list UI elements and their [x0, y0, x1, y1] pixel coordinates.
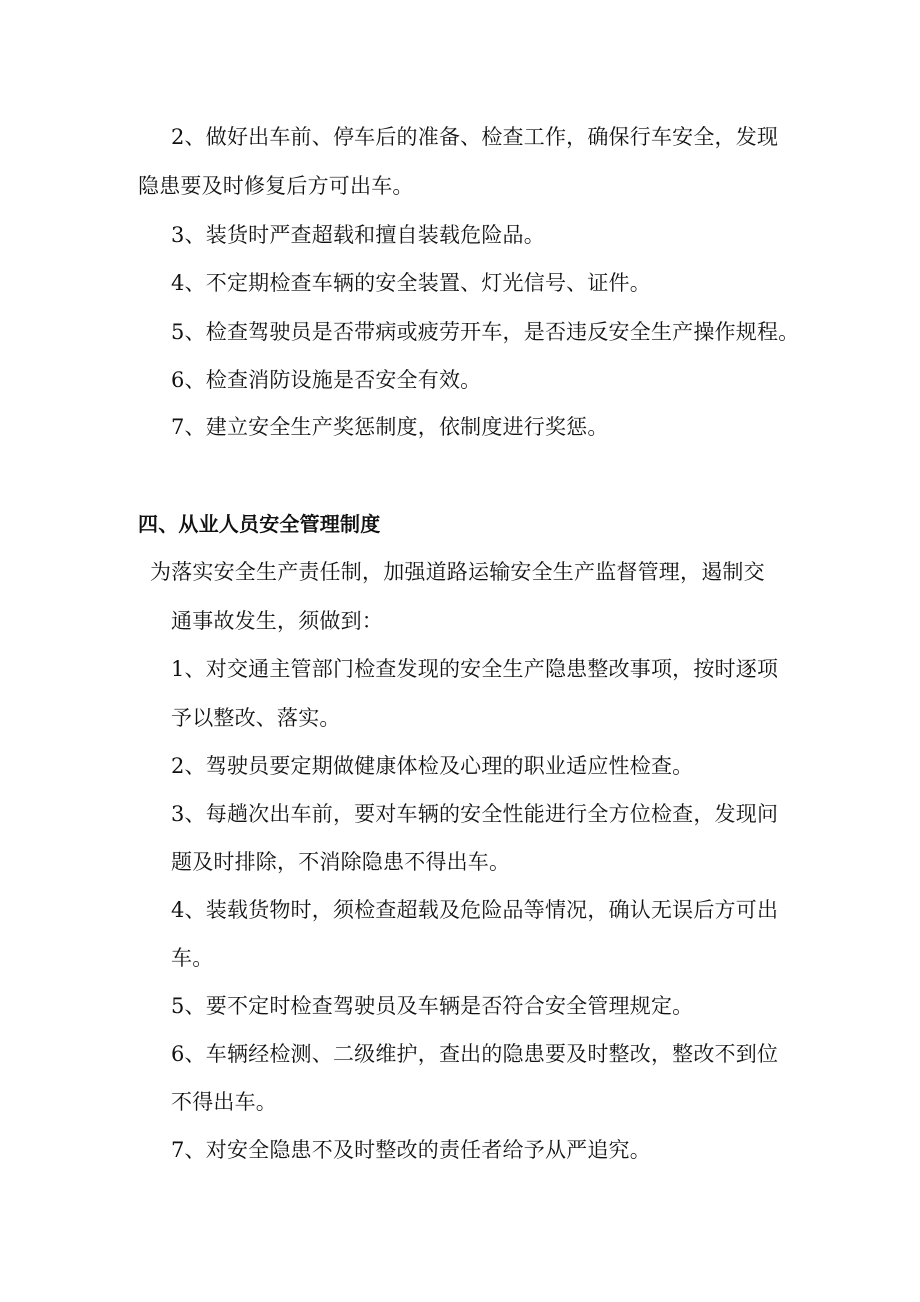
s3-item-7: 7、建立安全生产奖惩制度，依制度进行奖惩。 — [171, 415, 609, 439]
s4-item-6-line2: 不得出车。 — [171, 1090, 277, 1114]
s4-intro-line2: 通事故发生，须做到： — [171, 609, 383, 633]
s3-item-4: 4、不定期检查车辆的安全装置、灯光信号、证件。 — [171, 271, 651, 295]
s4-item-3-line1: 3、每趟次出车前，要对车辆的安全性能进行全方位检查，发现问 — [171, 802, 779, 826]
s3-item-2-line1: 2、做好出车前、停车后的准备、检查工作，确保行车安全，发现 — [171, 125, 779, 149]
s4-item-3-line2: 题及时排除，不消除隐患不得出车。 — [171, 850, 511, 874]
s4-item-7: 7、对安全隐患不及时整改的责任者给予从严追究。 — [171, 1138, 651, 1162]
s4-item-1-line1: 1、对交通主管部门检查发现的安全生产隐患整改事项，按时逐项 — [171, 657, 779, 681]
s3-item-3: 3、装货时严查超载和擅自装载危险品。 — [171, 223, 545, 247]
s4-item-4-line2: 车。 — [171, 946, 214, 970]
s4-intro-line1: 为落实安全生产责任制，加强道路运输安全生产监督管理，遏制交 — [150, 560, 765, 584]
section4-heading: 四、从业人员安全管理制度 — [138, 512, 381, 536]
s4-item-6-line1: 6、车辆经检测、二级维护，查出的隐患要及时整改，整改不到位 — [171, 1042, 779, 1066]
s4-item-1-line2: 予以整改、落实。 — [171, 706, 341, 730]
s3-item-2-line2: 隐患要及时修复后方可出车。 — [138, 174, 414, 198]
s3-item-5: 5、检查驾驶员是否带病或疲劳开车，是否违反安全生产操作规程。 — [171, 320, 800, 344]
s4-item-5: 5、要不定时检查驾驶员及车辆是否符合安全管理规定。 — [171, 994, 694, 1018]
s4-item-4-line1: 4、装载货物时，须检查超载及危险品等情况，确认无误后方可出 — [171, 898, 779, 922]
s3-item-6: 6、检查消防设施是否安全有效。 — [171, 368, 482, 392]
s4-item-2: 2、驾驶员要定期做健康体检及心理的职业适应性检查。 — [171, 754, 694, 778]
